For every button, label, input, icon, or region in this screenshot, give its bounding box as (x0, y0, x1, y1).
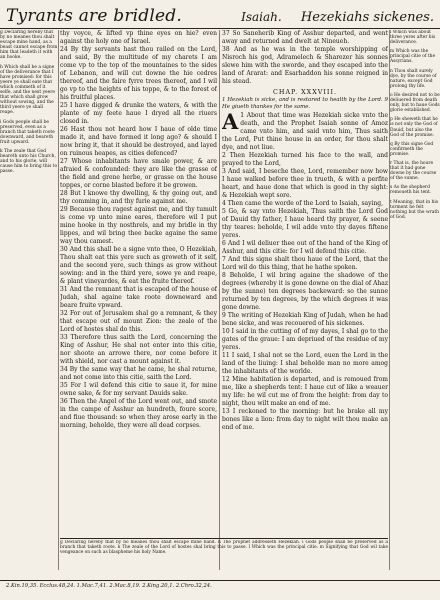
verse: 2 Then Hezekiah turned his face to the wall, and prayed to the Lord, (222, 152, 388, 168)
bottom-rule (0, 580, 440, 581)
margin-note: l Which was about three yeres after his deliverance. (390, 30, 436, 46)
verse (222, 109, 388, 152)
margin-note: q By this signe God confirmeth the promise. (390, 141, 434, 157)
margin-note: h Which shall be a signe of the deliverance that I have promised: for this yeere ye shall eate that which commeth of it selfe, and the next yeere that which shall grow without sowing, and the third yeere ye shall reape. (0, 64, 55, 116)
verse: 33 Therefore thus saith the Lord, concerning the King of Asshur, He shal not enter into this citie, nor shoote an arrowe there, nor come before it with shield, nor cast a mount against it. (60, 334, 217, 365)
verse: 10 I said in the cutting of of my dayes, I shal go to the gates of the graue: I am depriued of the residue of my yeres. (222, 328, 388, 352)
footnote-rule (60, 538, 388, 539)
header-rule (0, 28, 440, 29)
margin-note: g Declaring hereby that by no meanes thou shalt escape mine hand, as a beast cannot escape from him that leadeth it with an hooke. (0, 30, 58, 61)
cross-references: 2.Kin.19,35. Ecclus.48,24. 1.Mac.7,41. 2.Mac.8,19. 2.King.20,1. 2.Chro.32,24. (6, 583, 212, 589)
verse: 24 By thy servants hast thou railed on the Lord, and said, By the multitude of my charets I am come vp to the top of the mountaines to the sides of Lebanon, and will cut downe the hie cedres thereof, and the faire fyrre trees thereof, and I wil go vp to the heights of his toppe, & to the forest of his fruitful places. (60, 46, 217, 101)
footnotes: g Declaring hereby that by no meanes thou shalt escape mine hand. h The prophet addresseth Hezekiah. i Gods people shall be preserved as a branch that taketh roote. k The zeale of the Lord of hostes shal bring this to passe. l Which was the principal citie. m Signifying that God wil take vengeance on such as blaspheme his holy Name. (60, 540, 388, 555)
verse: 4 Then came the worde of the Lord to Isaiah, saying, (222, 200, 384, 208)
drop-cap: A (222, 109, 239, 135)
margin-note: s As the shepherd remoueth his tent. (390, 185, 432, 196)
verse: 9 The writing of Hezekiah King of Judah, when he had bene sicke, and was recouered of his sickenes. (222, 312, 388, 328)
verse: 5 Go, & say vnto Hezekiah, Thus saith the Lord God of Dauid thy father, I haue heard thy prayer, & seene thy teares: beholde, I wil adde vnto thy dayes fiftene yeres. (222, 208, 388, 240)
verse: 11 I said, I shal not se the Lord, euen the Lord in the land of the liuing: I shal beholde man no more amog the inhabitants of the worlde. (222, 352, 388, 376)
verse: 36 Then the Angel of the Lord went out, and smote in the campe of Asshur an hundreth, foure score, and fiue thousand: so when they arose early in the morning, beholde, they were all dead corpses. (60, 398, 217, 429)
margin-note: p He sheweth that he is not only the God of Dauid, but also the God of the promise. (390, 117, 438, 138)
verse: 6 And I wil deliuer thee out of the hand of the King of Asshur, and this citie: for I wil defend this citie. (222, 240, 388, 256)
margin-note: o He desired not to be deliuered from death only, but to haue Gods glorie established. (390, 92, 440, 114)
verse: 26 Hast thou not heard how I haue of olde time made it, and have formed it long ago? & should I now bring it, that it should be destroyed, and layed on ruinous heapes, as cities defenced? (60, 126, 217, 157)
verse: 32 For out of Jerusalem shal go a remnant, & they that escape out of mount Zion: the zeale of the Lord of hostes shal do this. (60, 310, 217, 333)
margin-note: t Meaning, that in his torment he felt nothing but the wrath of God. (390, 199, 439, 220)
margin-note: k The zeale that God beareth unto his Church, and to his glorie, will cause him to bring this to passe. (0, 148, 58, 175)
column-divider (58, 30, 59, 570)
verse: 25 I have digged & drunke the waters, & with the plante of my feete haue I dryed all the riuers closed in. (60, 102, 217, 125)
verse: 28 But I knowe thy dwelling, & thy going out, and thy comming in, and thy furie against me. (60, 190, 217, 205)
header-right: Hezekiahs sickenes. (300, 10, 434, 25)
verse: 37 So Saneherib King of Asshur departed, and went away and returned and dwelt at Nineueh. (222, 30, 388, 45)
verse: thy voyce, & lifted vp thine eyes on hie? even against the holy one of Israel. (60, 30, 217, 45)
verse: 27 Whose inhabitants have smale power, & are afraied & confounded: they are like the grasse of the field and grene herbe, or grasse on the house toppes, or corne blasted before it be growen. (60, 158, 217, 189)
verse: 8 Beholde, I wil bring againe the shadowe of the degrees (whereby it is gone downe on the dial of Ahaz by the sunne) ten degrees backeward: so the sunne returned by ten degrees, by the which degrees it was gone downe. (222, 272, 388, 312)
verse: 7 And this signe shalt thou haue of the Lord, that the Lord wil do this thing, that he hathe spoken. (222, 256, 388, 272)
chapter-heading: CHAP. XXXVIII. (272, 88, 337, 96)
verse: 29 Because thou ragest against me, and thy tumult is come vp unto mine eares, therefore wil I put mine hooke in thy nosthrels, and my bridle in thy lippes, and wil bring thee backe againe the same way thou camest. (60, 206, 217, 245)
verse: 3 And said, I beseche thee, Lord, remember now how I haue walked before thee in trueth, & with a perfite heart, and haue done that which is good in thy sight: & Hezekiah wept sore. (222, 168, 388, 200)
left-text-column (60, 30, 217, 570)
verse: 12 Mine habitation is departed, and is remoued from me, like a shepherds tent: I haue cut of like a weauer my life: he wil cut me of from the height: from day to night, thou wilt make an end of me. (222, 376, 388, 408)
header-left: Tyrants are bridled. (6, 6, 182, 26)
verse: 35 For I wil defend this citie to saue it, for mine owne sake, & for my servant Dauids sake. (60, 382, 217, 397)
right-margin-notes (390, 30, 440, 570)
left-margin-notes (0, 30, 58, 570)
verse: 31 And the remnant that is escaped of the house of Judah, shal againe take roote downeward and beare fruite vpward. (60, 286, 217, 309)
column-divider (219, 30, 220, 570)
verse: 13 I reckoned to the morning: but he brake all my bones like a lion: from day to night wilt thou make an end of me. (222, 408, 388, 432)
chapter-argument: 1 Hezekiah is sicke, and is restored to health by the Lord. 9 He giueth thankes for the same. (222, 97, 388, 110)
margin-note: i Gods people shall be preserved, even as a branch that taketh roote downward, and beareth fruit upward. (0, 119, 55, 145)
margin-note: m Which was the principal citie of the Assyrians. (390, 49, 436, 65)
margin-note: n Thou shalt surely dye, by the course of nature, except God prolong thy life. (390, 68, 437, 89)
running-header (6, 6, 434, 28)
verse: 34 By the same way that he came, he shal returne, and not come into this citie, saith the Lord. (60, 366, 217, 381)
verse: 30 And this shall be a signe vnto thee, O Hezekiah, Thou shalt eat this yere such as groweth of it self, and the second yere, such things as grow without sowing: and in the third yere, sowe ye and reape, & plant vineyardes, & eat the fruite thereof. (60, 246, 217, 285)
right-text-column (222, 30, 388, 570)
margin-note: r That is, the houre that it had gone downe by the course of the sunne. (390, 160, 437, 182)
verse-text: 1 About that time was Hezekiah sicke vnto the death, and the Prophet Isaiah sonne of Amoz came vnto him, and said vnto him, Thus saith the Lord, Put thine house in an order, for thou shalt dye, and not liue. (222, 112, 388, 152)
verse: 38 And as he was in the temple worshipping of Nisroch his god, Adramelech & Sharezer his sonnes slewe him with the sworde, and they escaped into the land of Ararat: and Esarhaddon his sonne reigned in his stead. (222, 46, 388, 85)
header-title: Isaiah. (241, 10, 282, 24)
